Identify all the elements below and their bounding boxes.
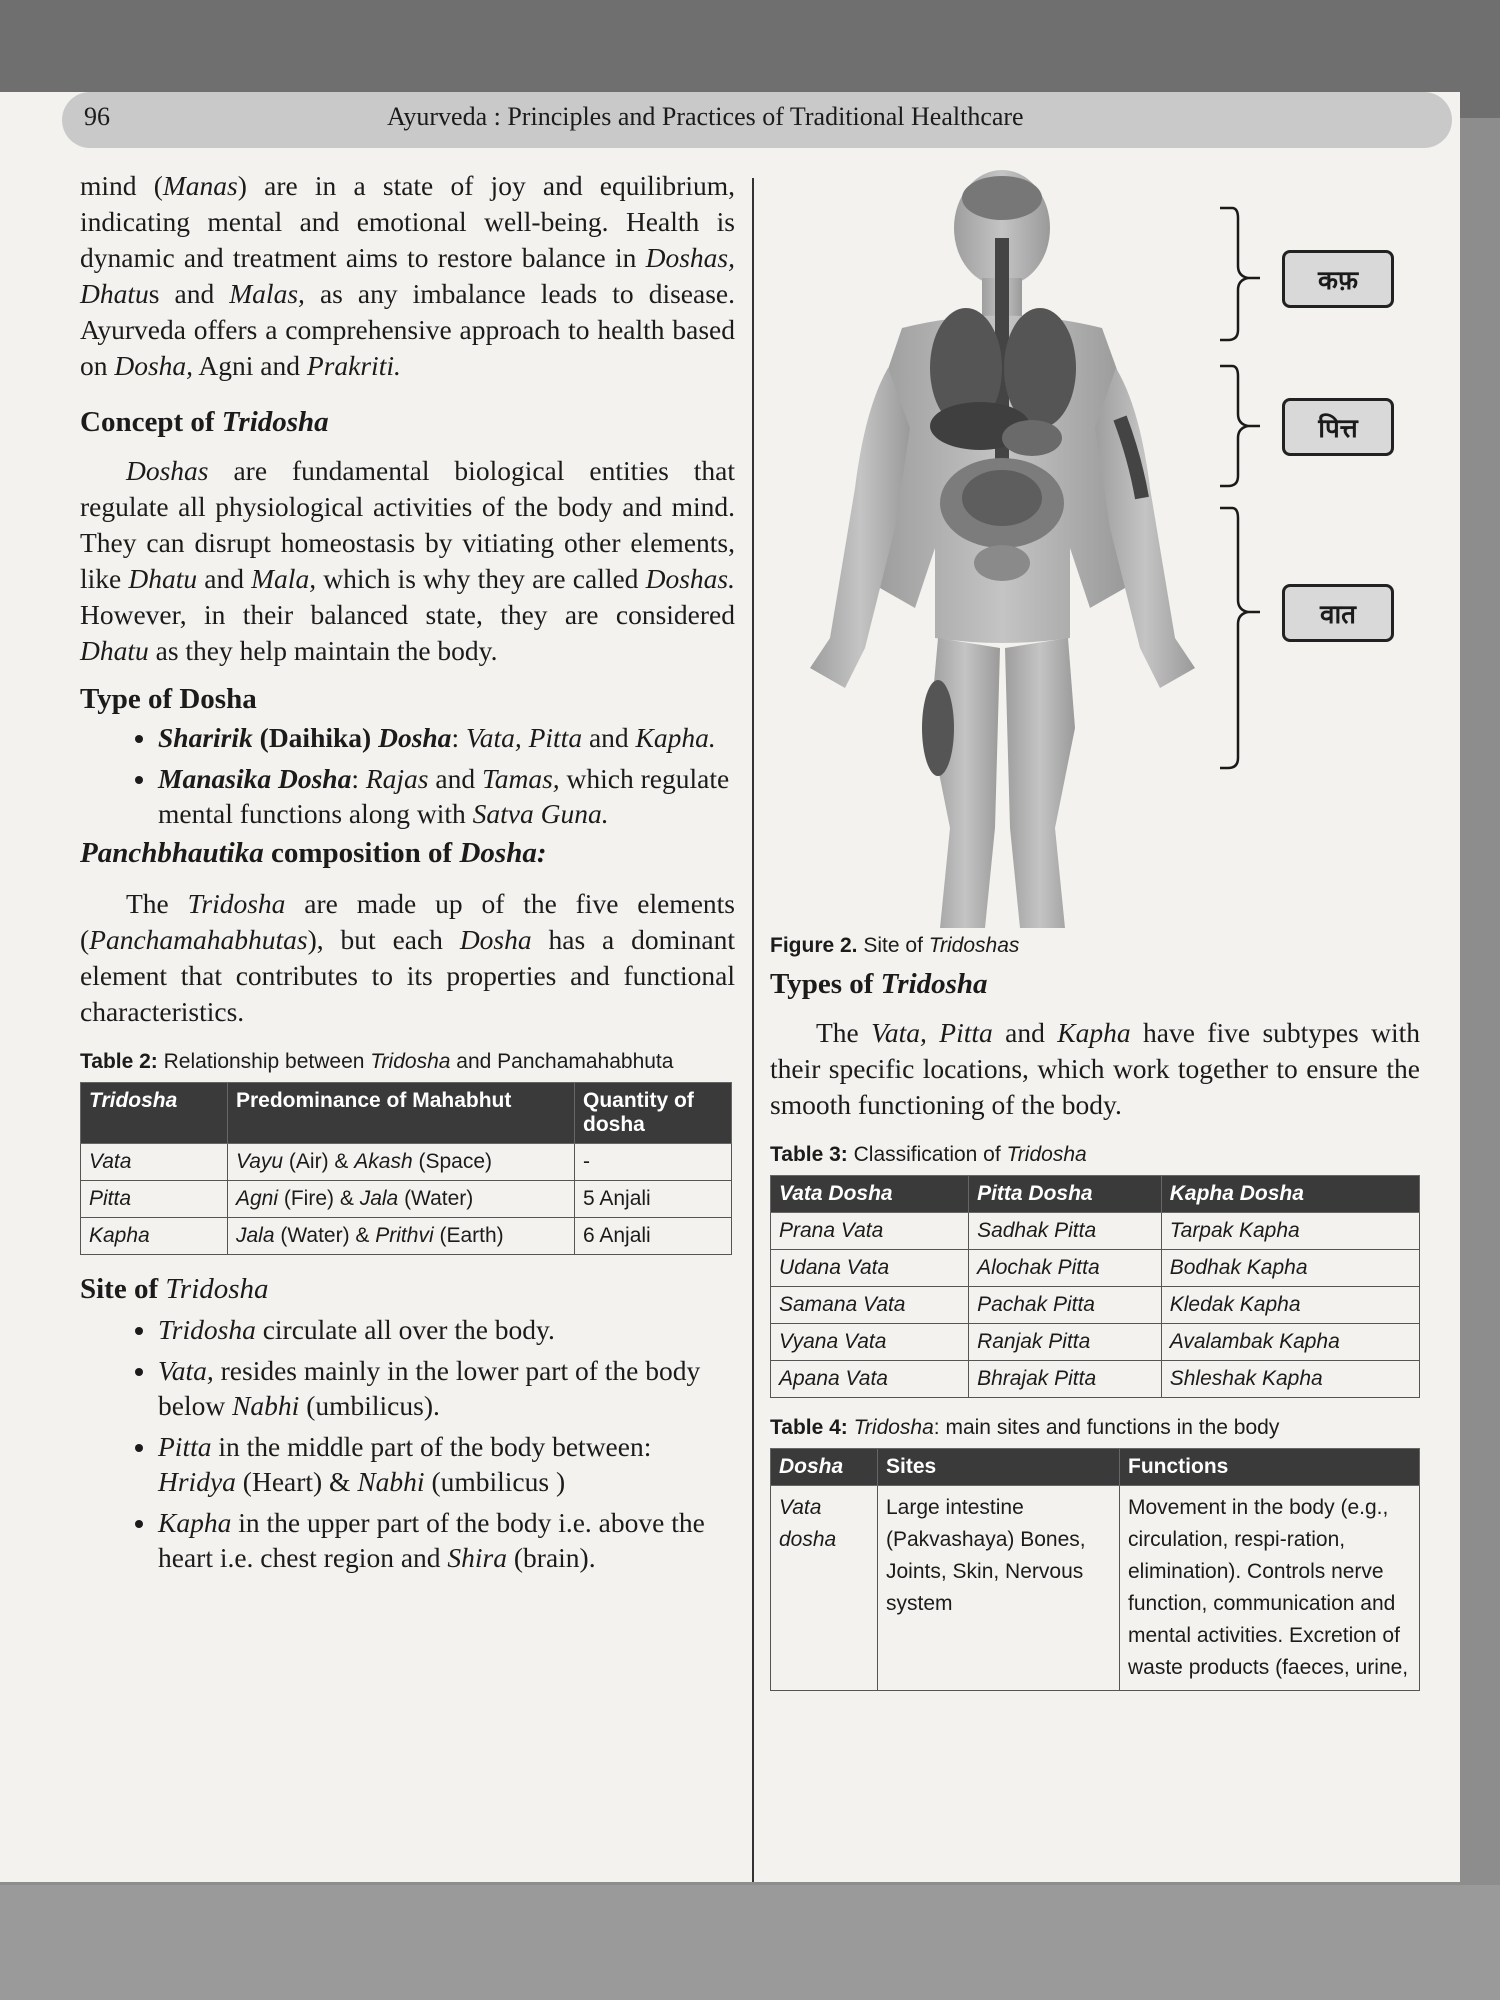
concept-paragraph: Doshas are fundamental biological entities that regulate all physiological activities of the body and mind. They can disrupt homeostasis by vitiating other elements, like Dhatu and Mala, which is why they are called Doshas. However, in their balanced state, they are considered Dhatu as they help maintain the body. [80, 455, 735, 666]
table-header: Sites [878, 1449, 1120, 1486]
table-cell: Pitta [81, 1181, 228, 1218]
table-cell: 6 Anjali [575, 1218, 732, 1255]
table-3-caption: Table 3: Classification of Tridosha [770, 1143, 1087, 1166]
table-cell: Udana Vata [771, 1250, 969, 1287]
table-header: Quantity of dosha [575, 1083, 732, 1144]
table-4-caption: Table 4: Tridosha: main sites and functions in the body [770, 1416, 1280, 1439]
table-row [771, 1324, 1420, 1361]
table-cell: Vyana Vata [771, 1324, 969, 1361]
scan-background-bottom [0, 1885, 1500, 2000]
heading-concept-of-tridosha: Concept of Tridosha [80, 406, 329, 438]
table-cell: Vata dosha [771, 1486, 878, 1691]
table-header: Kapha Dosha [1161, 1176, 1419, 1213]
left-column [80, 168, 735, 1581]
table-header: Functions [1120, 1449, 1420, 1486]
table-cell: 5 Anjali [575, 1181, 732, 1218]
heading-site-of-tridosha: Site of Tridosha [80, 1273, 269, 1305]
table-header: Tridosha [81, 1083, 228, 1144]
table-row [771, 1250, 1420, 1287]
table-header: Dosha [771, 1449, 878, 1486]
list-item: • Tridosha circulate all over the body. [158, 1312, 735, 1347]
table-row [771, 1361, 1420, 1398]
pitta-label: पित्त [1282, 398, 1394, 456]
table-3 [770, 1175, 1420, 1398]
table-cell: Avalambak Kapha [1161, 1324, 1419, 1361]
table-row [771, 1287, 1420, 1324]
table-cell: Kapha [81, 1218, 228, 1255]
table-4 [770, 1448, 1420, 1691]
table-cell: Samana Vata [771, 1287, 969, 1324]
table-cell: - [575, 1144, 732, 1181]
page-number: 96 [84, 102, 110, 131]
table-cell: Bodhak Kapha [1161, 1250, 1419, 1287]
vata-label: वात [1282, 584, 1394, 642]
table-row [771, 1486, 1420, 1691]
running-header [62, 92, 1452, 148]
table-cell: Vata [81, 1144, 228, 1181]
heading-panchbhautika: Panchbhautika composition of Dosha: [80, 837, 547, 869]
table-row [81, 1218, 732, 1255]
table-row [771, 1213, 1420, 1250]
table-2-caption: Table 2: Relationship between Tridosha and Panchamahabhuta [80, 1050, 674, 1073]
table-cell: Vayu (Air) & Akash (Space) [228, 1144, 575, 1181]
table-cell: Apana Vata [771, 1361, 969, 1398]
figure-2 [770, 168, 1410, 928]
list-item: • Vata, resides mainly in the lower part of the body below Nabhi (umbilicus). [158, 1353, 735, 1423]
table-cell: Tarpak Kapha [1161, 1213, 1419, 1250]
brain-shape [962, 176, 1042, 220]
list-item: • Pitta in the middle part of the body between: Hridya (Heart) & Nabhi (umbilicus ) [158, 1429, 735, 1499]
types-paragraph: The Vata, Pitta and Kapha have five subtypes with their specific locations, which work together to ensure the smooth functioning of the body. [770, 1017, 1420, 1120]
table-cell: Alochak Pitta [969, 1250, 1162, 1287]
table-cell: Kledak Kapha [1161, 1287, 1419, 1324]
panchbhautika-paragraph: The Tridosha are made up of the five elements (Panchamahabhutas), but each Dosha has a dominant element that contributes to its properties and functional characteristics. [80, 888, 735, 1027]
heading-types-of-tridosha: Types of Tridosha [770, 968, 988, 1000]
table-cell: Jala (Water) & Prithvi (Earth) [228, 1218, 575, 1255]
book-title: Ayurveda : Principles and Practices of Traditional Healthcare [387, 102, 1024, 131]
kapha-label: कफ़ [1282, 250, 1394, 308]
dosha-type-list [80, 720, 735, 831]
table-header: Vata Dosha [771, 1176, 969, 1213]
figure-2-caption: Figure 2. Site of Tridoshas [770, 934, 1020, 957]
right-column [770, 168, 1420, 1691]
table-cell: Large intestine (Pakvashaya) Bones, Joints, Skin, Nervous system [878, 1486, 1120, 1691]
table-cell: Prana Vata [771, 1213, 969, 1250]
table-row [81, 1144, 732, 1181]
table-cell: Shleshak Kapha [1161, 1361, 1419, 1398]
table-cell: Sadhak Pitta [969, 1213, 1162, 1250]
heading-type-of-dosha: Type of Dosha [80, 683, 257, 715]
table-header: Predominance of Mahabhut [228, 1083, 575, 1144]
list-item: • Manasika Dosha: Rajas and Tamas, which regulate mental functions along with Satva Guna. [158, 761, 735, 831]
intro-paragraph: mind (Manas) are in a state of joy and equilibrium, indicating mental and emotional well-being. Health is dynamic and treatment aims to restore balance in Doshas, Dhatus and Malas, as any imbalance leads to disease. Ayurveda offers a comprehensive approach to health based on Dosha, Agni and Prakriti. [80, 170, 735, 381]
list-item: • Kapha in the upper part of the body i.e. above the heart i.e. chest region and Shira (brain). [158, 1505, 735, 1575]
table-cell: Movement in the body (e.g., circulation, respi-ration, elimination). Controls nerve function, communication and mental activities. Excretion of waste products (faeces, urine, [1120, 1486, 1420, 1691]
table-cell: Pachak Pitta [969, 1287, 1162, 1324]
table-2 [80, 1082, 732, 1255]
site-list [80, 1312, 735, 1575]
table-cell: Agni (Fire) & Jala (Water) [228, 1181, 575, 1218]
list-item: • Sharirik (Daihika) Dosha: Vata, Pitta and Kapha. [158, 720, 735, 755]
table-cell: Ranjak Pitta [969, 1324, 1162, 1361]
table-row [81, 1181, 732, 1218]
table-header: Pitta Dosha [969, 1176, 1162, 1213]
table-cell: Bhrajak Pitta [969, 1361, 1162, 1398]
column-divider [752, 178, 754, 1882]
book-page [0, 92, 1460, 1882]
